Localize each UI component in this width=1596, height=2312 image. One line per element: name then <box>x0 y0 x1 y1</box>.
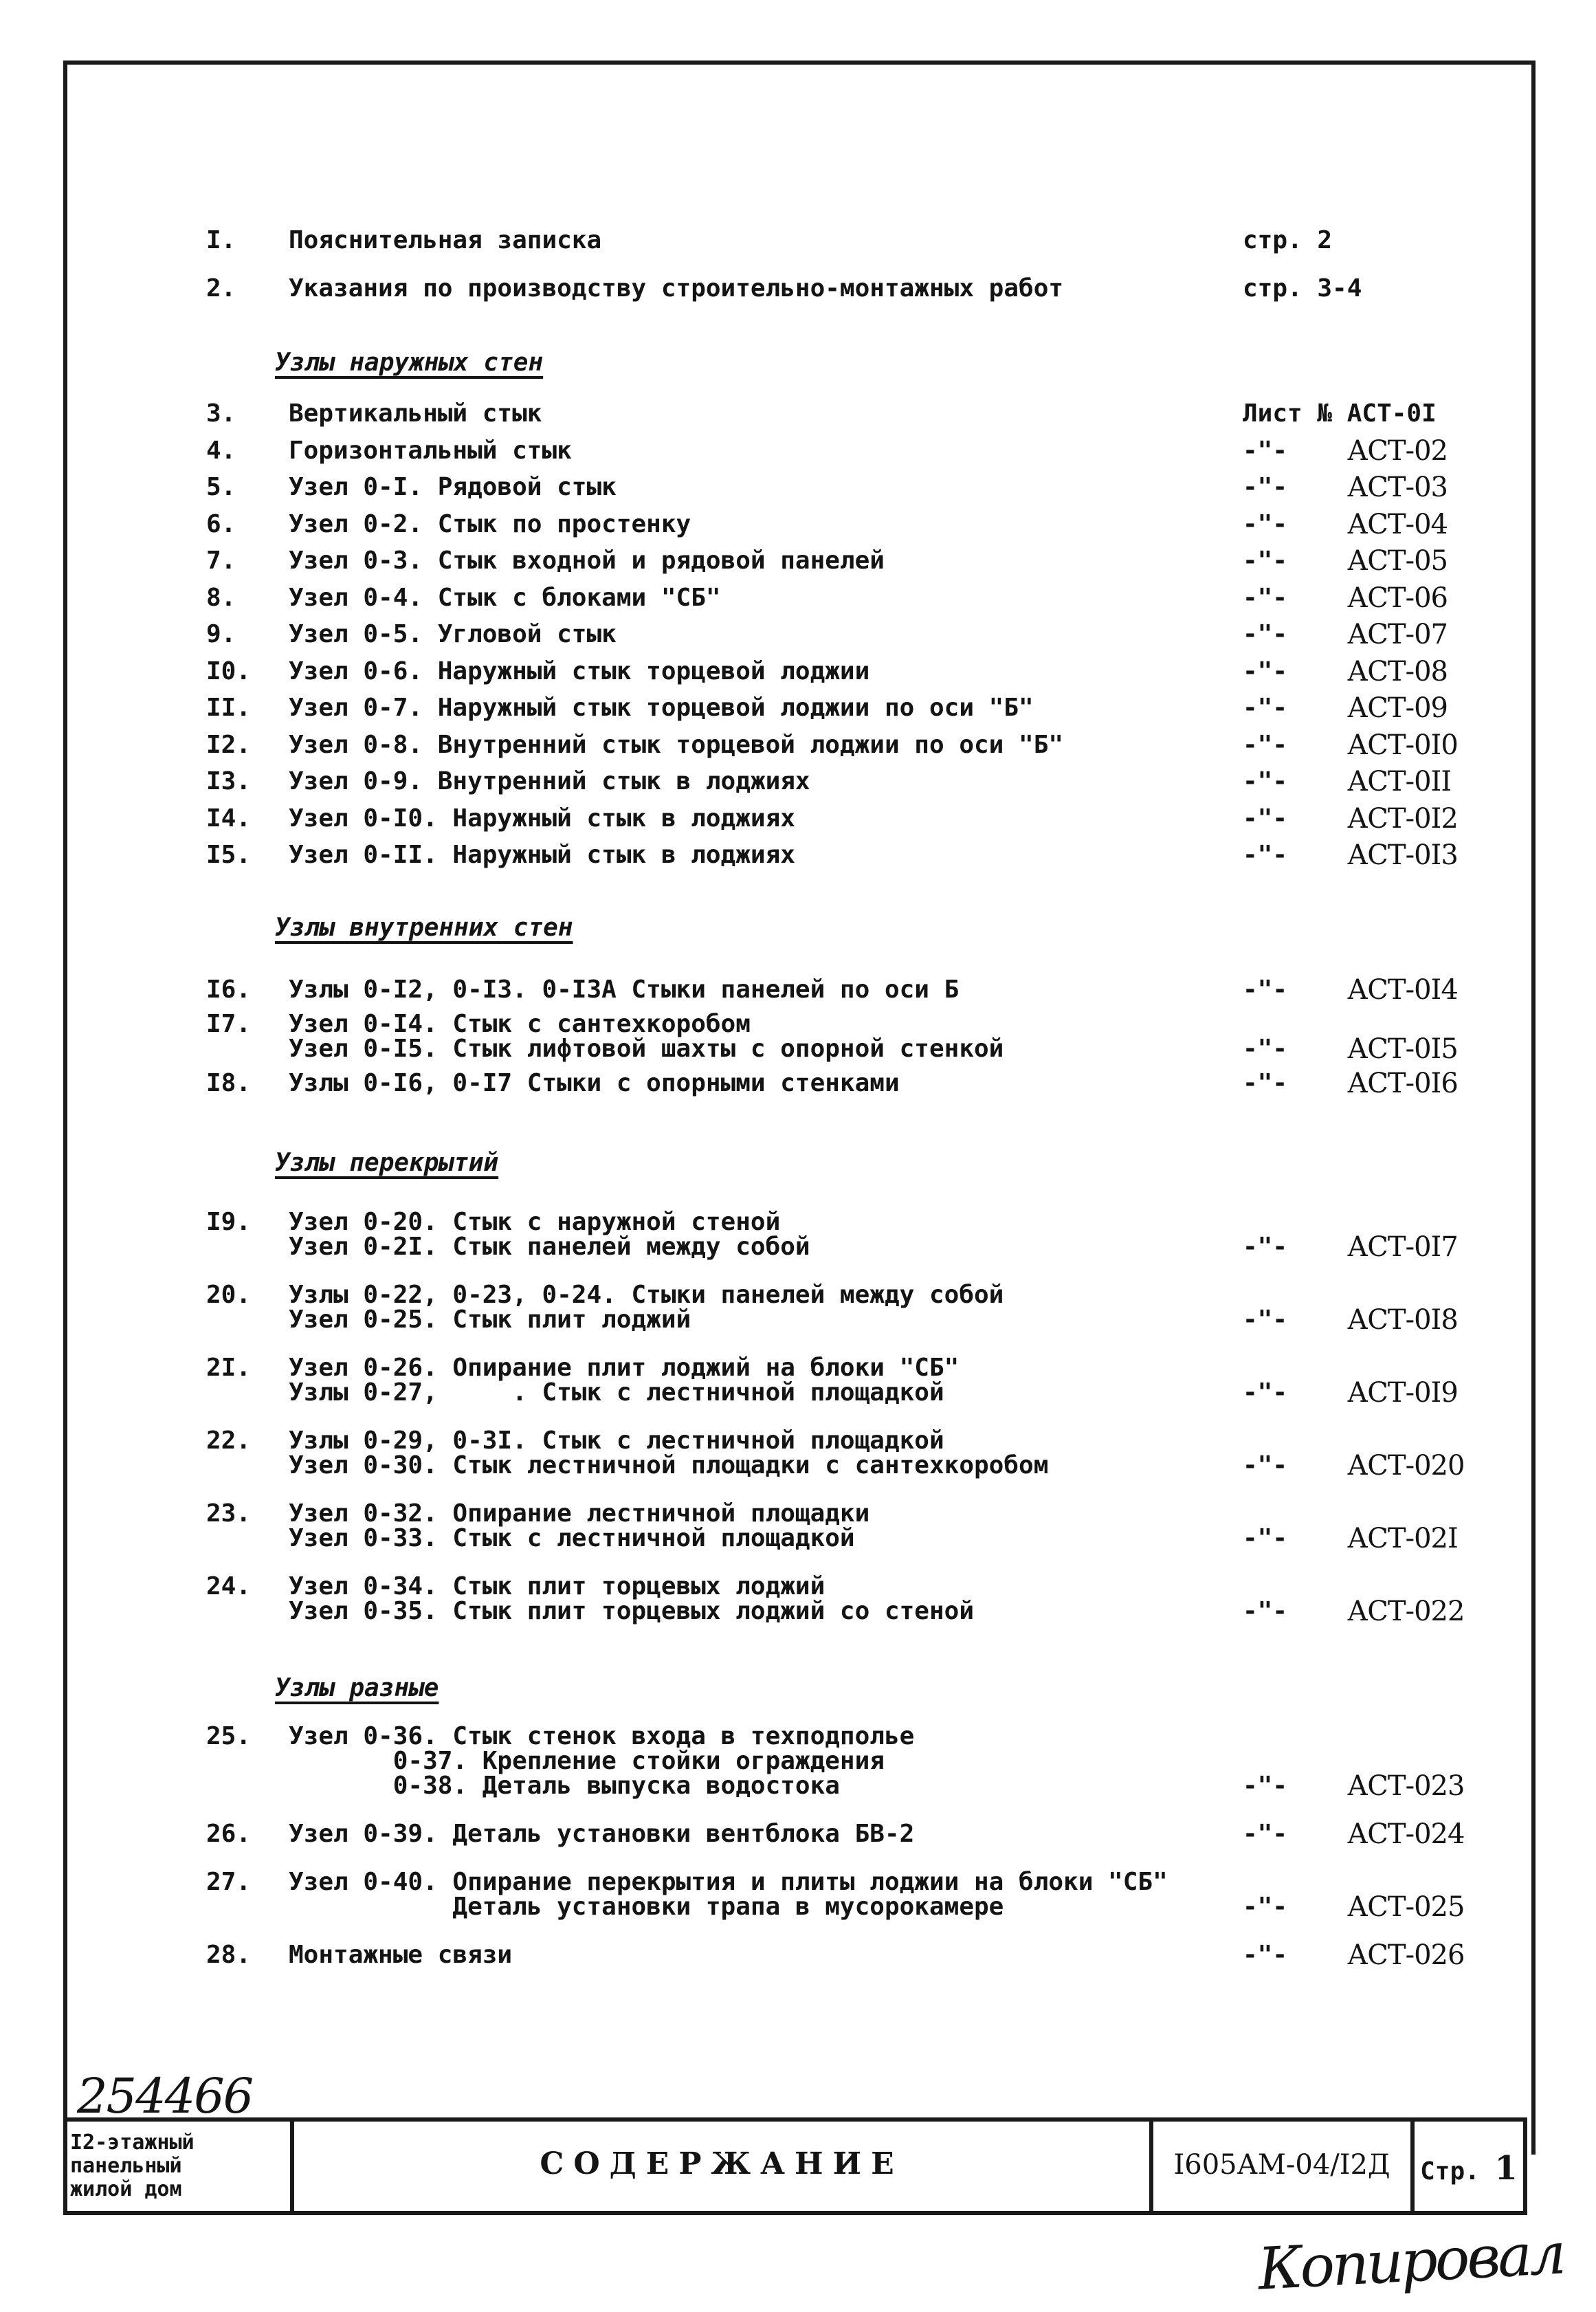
ditto-mark: -"- <box>1243 1893 1288 1921</box>
sheet-code: АСТ-022 <box>1347 1596 1465 1627</box>
item-number: I7. <box>206 1010 252 1038</box>
sheet-code: АСТ-025 <box>1347 1891 1465 1923</box>
section-heading: Узлы внутренних стен <box>275 914 573 942</box>
sheet-code: АСТ-09 <box>1347 692 1448 724</box>
item-text: Узел 0-I5. Стык лифтовой шахты с опорной стенкой <box>289 1035 1004 1063</box>
ditto-mark: -"- <box>1243 1233 1288 1261</box>
item-text: Узел 0-36. Стык стенок входа в техподполье <box>289 1722 915 1750</box>
item-number: I2. <box>206 730 252 759</box>
sheet-code: АСТ-03 <box>1347 472 1448 503</box>
sheet-code: АСТ-02 <box>1347 434 1448 467</box>
ditto-mark: -"- <box>1243 1820 1288 1848</box>
item-text: Узлы 0-I6, 0-I7 Стыки с опорными стенками <box>289 1069 900 1097</box>
copyist-signature: Копировал <box>1256 2219 1565 2303</box>
item-text: Узел 0-40. Опирание перекрытия и плиты лоджии на блоки "СБ" <box>289 1868 1168 1896</box>
item-text: Узел 0-26. Опирание плит лоджий на блоки "СБ" <box>289 1354 960 1382</box>
item-text: Указания по производству строительно-монтажных работ <box>289 274 1064 302</box>
item-number: 2I. <box>206 1354 252 1382</box>
item-text: 0-38. Деталь выпуска водостока <box>289 1772 840 1800</box>
sheet-code: АСТ-026 <box>1347 1939 1465 1971</box>
ditto-mark: -"- <box>1243 1941 1288 1969</box>
ditto-mark: -"- <box>1243 657 1288 685</box>
sheet-code: АСТ-0I6 <box>1347 1068 1458 1099</box>
page-number-cell <box>1415 2122 1523 2211</box>
page-ref: стр. 2 <box>1243 226 1333 254</box>
item-text: Узел 0-20. Стык с наружной стеной <box>289 1208 781 1236</box>
item-text: Узел 0-4. Стык с блоками "СБ" <box>289 583 721 612</box>
sheet-header: Лист № АСТ-0I <box>1243 399 1437 428</box>
item-text: Узел 0-I4. Стык с сантехкоробом <box>289 1010 751 1038</box>
item-number: 23. <box>206 1499 252 1528</box>
sheet-code: АСТ-0I2 <box>1347 802 1458 835</box>
item-number: 4. <box>206 436 236 465</box>
item-number: I9. <box>206 1208 252 1236</box>
ditto-mark: -"- <box>1243 583 1288 612</box>
ditto-mark: -"- <box>1243 841 1288 869</box>
item-text: Узел 0-3. Стык входной и рядовой панелей <box>289 547 885 575</box>
ditto-mark: -"- <box>1243 1451 1288 1479</box>
item-text: Узел 0-32. Опирание лестничной площадки <box>289 1499 870 1528</box>
ditto-mark: -"- <box>1243 1772 1288 1800</box>
item-number: 5. <box>206 473 236 501</box>
item-number: I4. <box>206 804 252 833</box>
section-heading: Узлы наружных стен <box>275 349 544 377</box>
title-block <box>63 2117 1527 2215</box>
ditto-mark: -"- <box>1243 547 1288 575</box>
ditto-mark: -"- <box>1243 1524 1288 1552</box>
item-text: Узел 0-34. Стык плит торцевых лоджий <box>289 1572 825 1600</box>
section-heading: Узлы разные <box>275 1674 439 1702</box>
ditto-mark: -"- <box>1243 436 1288 465</box>
sheet-code: АСТ-023 <box>1347 1770 1465 1802</box>
item-text: Монтажные связи <box>289 1941 513 1969</box>
document-title: СОДЕРЖАНИЕ <box>294 2122 1153 2211</box>
item-text: Узел 0-33. Стык с лестничной площадкой <box>289 1524 855 1552</box>
item-number: I0. <box>206 657 252 685</box>
item-number: 3. <box>206 399 236 428</box>
ditto-mark: -"- <box>1243 730 1288 759</box>
item-text: Узел 0-I0. Наружный стык в лоджиях <box>289 804 795 833</box>
sheet-code: АСТ-0I8 <box>1347 1304 1458 1336</box>
item-text: Узел 0-25. Стык плит лоджий <box>289 1306 691 1334</box>
section-heading: Узлы перекрытий <box>275 1149 499 1177</box>
sheet-code: АСТ-08 <box>1347 655 1448 687</box>
item-text: Деталь установки трапа в мусорокамере <box>289 1893 1004 1921</box>
item-number: 28. <box>206 1941 252 1969</box>
item-number: I8. <box>206 1069 252 1097</box>
item-number: 20. <box>206 1281 252 1309</box>
item-text: Узлы 0-29, 0-3I. Стык с лестничной площадкой <box>289 1427 944 1455</box>
item-text: Узлы 0-I2, 0-I3. 0-I3А Стыки панелей по оси Б <box>289 976 960 1004</box>
sheet-code: АСТ-07 <box>1347 619 1448 650</box>
ditto-mark: -"- <box>1243 804 1288 833</box>
item-number: 25. <box>206 1722 252 1750</box>
sheet-code: АСТ-0I4 <box>1347 974 1458 1006</box>
ditto-mark: -"- <box>1243 1035 1288 1063</box>
sheet-code: АСТ-0I3 <box>1347 839 1458 871</box>
sheet-code: АСТ-05 <box>1347 545 1448 577</box>
item-text: Узел 0-6. Наружный стык торцевой лоджии <box>289 657 870 685</box>
sheet-code: АСТ-02I <box>1347 1523 1458 1554</box>
sheet-code: АСТ-020 <box>1347 1450 1465 1482</box>
item-number: 26. <box>206 1820 252 1848</box>
ditto-mark: -"- <box>1243 694 1288 722</box>
item-text: Узел 0-II. Наружный стык в лоджиях <box>289 841 795 869</box>
item-text: Узел 0-35. Стык плит торцевых лоджий со стеной <box>289 1597 974 1625</box>
page-label: Стр. <box>1420 2157 1480 2186</box>
item-number: 22. <box>206 1427 252 1455</box>
item-text: Горизонтальный стык <box>289 436 572 465</box>
item-text: Узел 0-2. Стык по простенку <box>289 509 691 538</box>
item-number: I5. <box>206 841 252 869</box>
building-type: I2-этажный панельный жилой дом <box>67 2122 294 2211</box>
item-text: Узел 0-9. Внутренний стык в лоджиях <box>289 767 810 795</box>
ditto-mark: -"- <box>1243 767 1288 795</box>
ditto-mark: -"- <box>1243 1069 1288 1097</box>
ditto-mark: -"- <box>1243 1306 1288 1334</box>
item-text: Узлы 0-22, 0-23, 0-24. Стыки панелей между собой <box>289 1281 1004 1309</box>
item-text: Узел 0-5. Угловой стык <box>289 620 617 648</box>
sheet-code: АСТ-0I5 <box>1347 1033 1458 1065</box>
sheet-code: АСТ-0II <box>1347 766 1452 797</box>
item-number: 7. <box>206 547 236 575</box>
document-code: I605АМ-04/I2Д <box>1153 2122 1415 2211</box>
item-text: Узлы 0-27, . Стык с лестничной площадкой <box>289 1378 944 1407</box>
item-text: Узел 0-I. Рядовой стык <box>289 473 617 501</box>
page-number: 1 <box>1494 2149 1518 2188</box>
item-text: Узел 0-2I. Стык панелей между собой <box>289 1233 810 1261</box>
item-number: 27. <box>206 1868 252 1896</box>
item-number: 6. <box>206 509 236 538</box>
ditto-mark: -"- <box>1243 509 1288 538</box>
item-text: 0-37. Крепление стойки ограждения <box>289 1747 885 1775</box>
page-ref: стр. 3-4 <box>1243 274 1362 302</box>
item-number: 8. <box>206 583 236 612</box>
item-text: Узел 0-39. Деталь установки вентблока БВ-2 <box>289 1820 915 1848</box>
sheet-code: АСТ-06 <box>1347 582 1448 614</box>
sheet-code: АСТ-024 <box>1347 1818 1465 1850</box>
ditto-mark: -"- <box>1243 1378 1288 1407</box>
item-text: Пояснительная записка <box>289 226 602 254</box>
ditto-mark: -"- <box>1243 976 1288 1004</box>
item-number: 9. <box>206 620 236 648</box>
sheet-code: АСТ-04 <box>1347 508 1448 540</box>
item-text: Вертикальный стык <box>289 399 542 428</box>
ditto-mark: -"- <box>1243 620 1288 648</box>
ditto-mark: -"- <box>1243 473 1288 501</box>
item-text: Узел 0-7. Наружный стык торцевой лоджии по оси "Б" <box>289 694 1034 722</box>
ditto-mark: -"- <box>1243 1597 1288 1625</box>
item-number: I3. <box>206 767 252 795</box>
item-number: I6. <box>206 976 252 1004</box>
item-number: 2. <box>206 274 236 302</box>
item-text: Узел 0-8. Внутренний стык торцевой лоджии по оси "Б" <box>289 730 1064 759</box>
sheet-code: АСТ-0I7 <box>1347 1231 1458 1263</box>
inventory-number: 254466 <box>77 2068 253 2124</box>
item-number: I. <box>206 226 236 254</box>
sheet-code: АСТ-0I9 <box>1347 1377 1458 1409</box>
item-text: Узел 0-30. Стык лестничной площадки с сантехкоробом <box>289 1451 1049 1479</box>
item-number: 24. <box>206 1572 252 1600</box>
item-number: II. <box>206 694 252 722</box>
sheet-code: АСТ-0I0 <box>1347 729 1458 761</box>
